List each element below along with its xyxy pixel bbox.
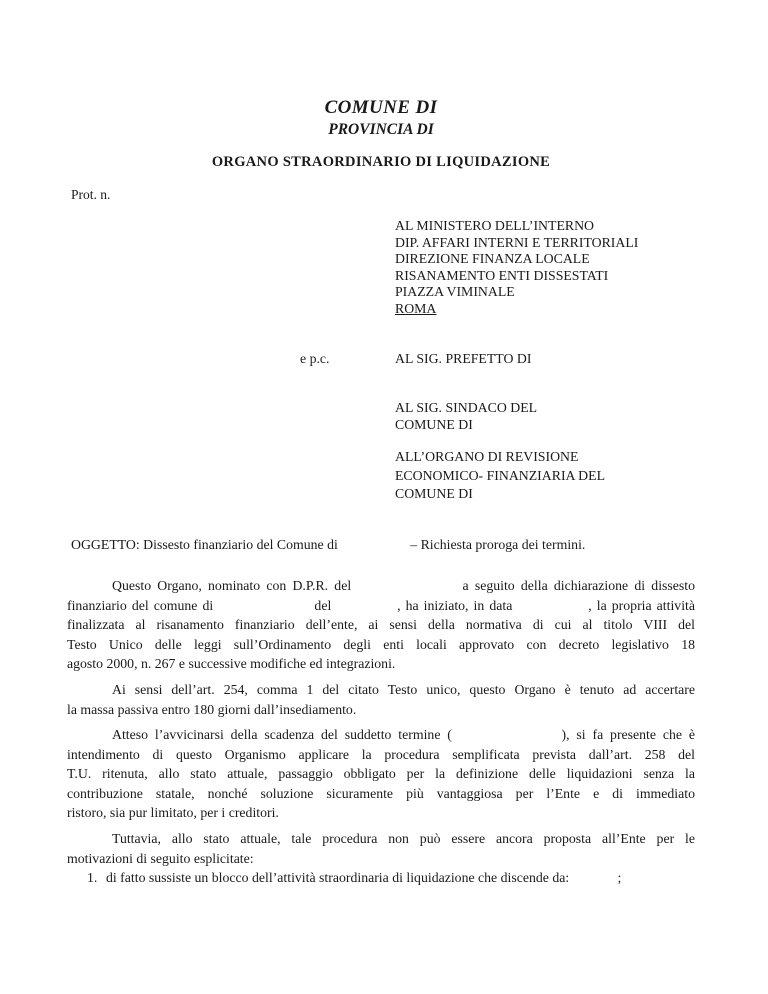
recipient-prefect: AL SIG. PREFETTO DI bbox=[395, 350, 532, 366]
recipient-ministry-block bbox=[395, 218, 695, 318]
paragraph-1-line: Questo Organo, nominato con D.P.R. del a seguito della dichiarazione di dissesto bbox=[112, 577, 695, 593]
paragraph-4-line: Tuttavia, allo stato attuale, tale procedura non può essere ancora proposta all’Ente per le bbox=[112, 831, 695, 847]
org-title: ORGANO STRAORDINARIO DI LIQUIDAZIONE bbox=[211, 154, 551, 170]
paragraph-2-line: Ai sensi dell’art. 254, comma 1 del citato Testo unico, questo Organo è tenuto ad accertare bbox=[112, 681, 695, 697]
address-line-ministry: AL MINISTERO DELL’INTERNO bbox=[395, 218, 595, 233]
document-header bbox=[67, 0, 695, 171]
address-line-organo-revisione: ALL’ORGANO DI REVISIONE bbox=[395, 449, 579, 465]
paragraph-1-line: agosto 2000, n. 267 e successive modifiche ed integrazioni. bbox=[67, 656, 396, 672]
address-line-piazza: PIAZZA VIMINALE bbox=[395, 284, 515, 300]
address-line-direction: DIREZIONE FINANZA LOCALE bbox=[395, 251, 590, 267]
paragraph-1-line: finalizzata al risanamento finanziario dell’ente, ai sensi della normativa di cui al titolo VIII del bbox=[67, 617, 695, 633]
list-item-text: di fatto sussiste un blocco dell’attività straordinaria di liquidazione che discende da: ; bbox=[106, 870, 622, 886]
recipient-auditors-block bbox=[395, 448, 695, 504]
address-line-economico: ECONOMICO- FINANZIARIA DEL bbox=[395, 467, 606, 483]
paragraph-1-line: finanziario del comune di del , ha iniziato, in data , la propria attività bbox=[67, 597, 695, 613]
paragraph-1 bbox=[67, 576, 695, 674]
cc-label: e p.c. bbox=[300, 350, 330, 366]
address-line-sindaco: AL SIG. SINDACO DEL bbox=[395, 400, 538, 416]
paragraph-3-line: ristoro, sia pur limitato, per i creditori. bbox=[67, 805, 279, 821]
paragraph-2 bbox=[67, 680, 695, 719]
protocol-line: Prot. n. bbox=[71, 187, 111, 202]
paragraph-3-line: Atteso l’avvicinarsi della scadenza del suddetto termine ( ), si fa presente che è bbox=[112, 727, 695, 743]
address-line-comune: COMUNE DI bbox=[395, 417, 473, 433]
paragraph-4 bbox=[67, 829, 695, 868]
address-line-department: DIP. AFFARI INTERNI E TERRITORIALI bbox=[395, 234, 639, 250]
paragraph-3 bbox=[67, 725, 695, 823]
address-line-roma: ROMA bbox=[395, 300, 437, 316]
letter-body bbox=[67, 576, 695, 888]
address-line-risanamento: RISANAMENTO ENTI DISSESTATI bbox=[395, 267, 609, 283]
list-item-number: 1. bbox=[87, 870, 98, 886]
comune-title: COMUNE DI bbox=[324, 97, 438, 118]
cc-row bbox=[67, 351, 695, 368]
address-line-comune-2: COMUNE DI bbox=[395, 486, 473, 502]
paragraph-3-line: contribuzione statale, nonché soluzione sicuramente più vantaggiosa per l’Ente e di immediato bbox=[67, 785, 695, 801]
paragraph-4-line: motivazioni di seguito esplicitate: bbox=[67, 850, 254, 866]
subject-line: OGGETTO: Dissesto finanziario del Comune di – Richiesta proroga dei termini. bbox=[71, 536, 586, 552]
paragraph-3-line: T.U. ritenuta, allo stato attuale, passaggio obbligato per la definizione delle liquidazioni senza la bbox=[67, 766, 695, 782]
recipient-mayor-block bbox=[395, 399, 695, 433]
list-item-1 bbox=[67, 868, 695, 888]
paragraph-3-line: intendimento di questo Organismo applicare la procedura semplificata prevista dall’art. 258 del bbox=[67, 746, 695, 762]
paragraph-2-line: la massa passiva entro 180 giorni dall’insediamento. bbox=[67, 701, 357, 717]
provincia-title: PROVINCIA DI bbox=[328, 121, 434, 138]
paragraph-1-line: Testo Unico delle leggi sull’Ordinamento degli enti locali approvato con decreto legislativo 18 bbox=[67, 636, 695, 652]
